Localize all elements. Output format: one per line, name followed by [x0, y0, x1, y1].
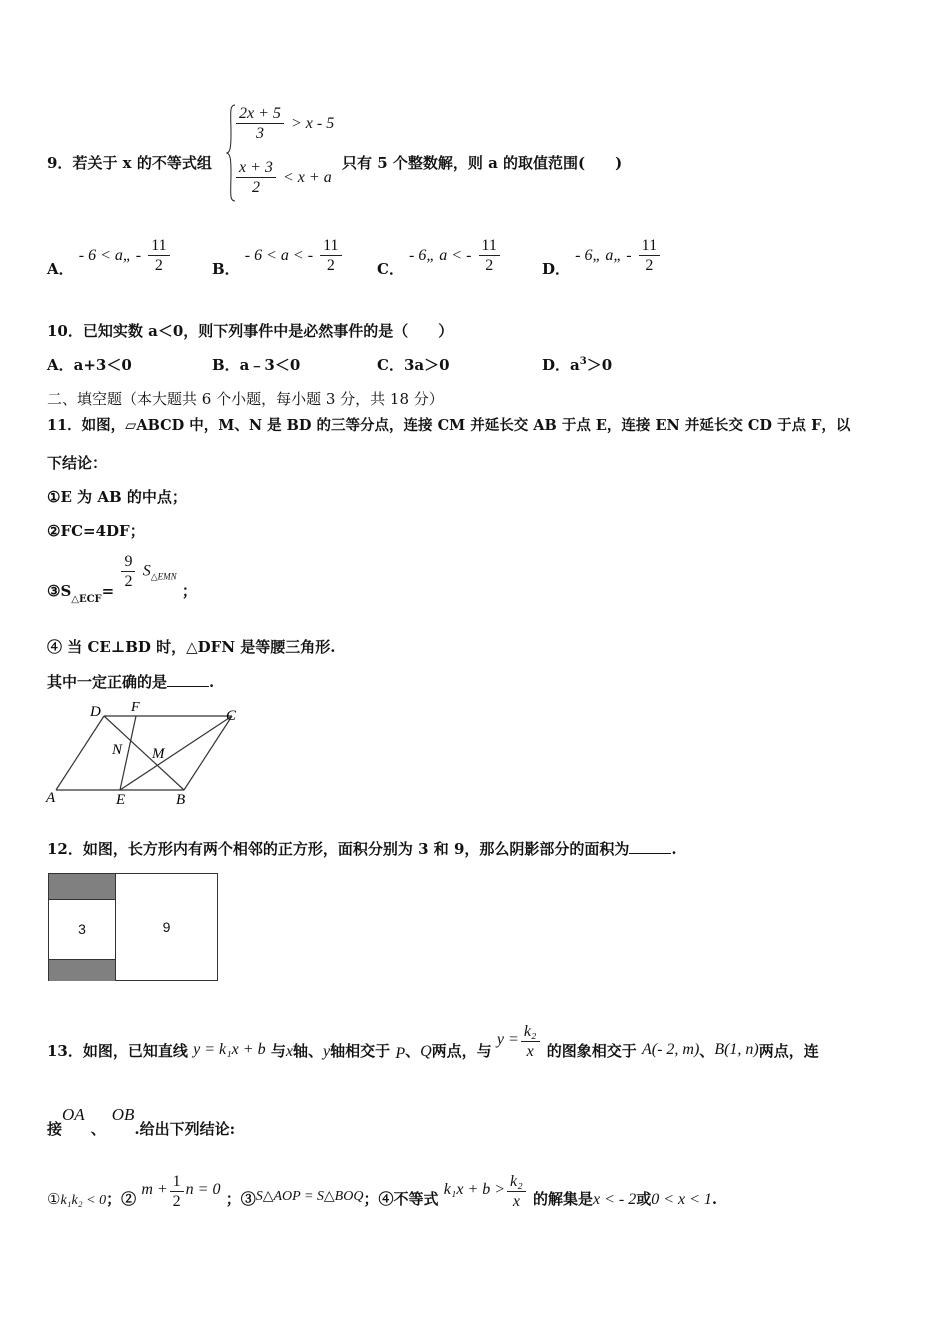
q9-option-c-label: C．	[377, 260, 404, 278]
q9-option-b-label: B．	[212, 260, 240, 278]
q9-ineq2-num: x + 3	[236, 158, 276, 178]
q13-t4: 两点，与	[431, 1041, 492, 1060]
q11-c3-end: ；	[181, 581, 197, 600]
q13-y: y	[322, 1042, 331, 1060]
label-m: M	[152, 746, 165, 762]
q11-c3-num: 9	[121, 552, 135, 572]
q11-ask-end: .	[209, 673, 215, 691]
q11-c3-sub: △ECF	[71, 593, 102, 605]
q11-c3-eq: =	[101, 581, 115, 600]
q13-t3: 轴相交于	[330, 1041, 391, 1060]
q11-parallelogram-figure	[44, 698, 244, 810]
segment-ef	[120, 716, 136, 790]
q13-num: 13．如图，已知直线	[47, 1041, 188, 1060]
q13-q: Q	[420, 1042, 432, 1060]
q13-c3-b: ；④不等式	[363, 1189, 439, 1208]
q9-ineq2-rhs: < x + a	[283, 169, 332, 186]
q9-option-a-label: A．	[47, 260, 74, 278]
q13-line1	[47, 1014, 819, 1062]
q13-c2-den: 2	[172, 1193, 181, 1210]
q13-c1-math: k₁k₂ < 0	[60, 1192, 107, 1208]
q13-point-a: A(- 2, m)	[641, 1040, 700, 1058]
q13-c4-or: 或	[636, 1189, 652, 1208]
q9-number: 9．	[47, 154, 73, 172]
q9-option-c[interactable]	[377, 236, 502, 278]
label-n: N	[112, 742, 123, 758]
q13-point-b: B(1, n)	[714, 1040, 759, 1058]
q13-hyp-den: x	[526, 1043, 534, 1060]
q13-c3-math: S△AOP = S△BOQ	[255, 1188, 364, 1204]
q10-stem: 10．已知实数 a＜0，则下列事件中是必然事件的是（ ）	[47, 322, 454, 340]
q13-line2-b: .给出下列结论:	[134, 1120, 236, 1138]
edge-cb	[184, 716, 232, 790]
q11-c3-den: 2	[124, 573, 133, 590]
q13-c4-sol2: 0 < x < 1	[651, 1190, 712, 1208]
q12-square-small: 3	[49, 900, 116, 958]
q13-c4-sol1: x < - 2	[592, 1190, 637, 1208]
q9-option-a[interactable]	[47, 236, 172, 278]
q13-ob: OB	[111, 1105, 135, 1124]
q10-option-d-rest: ＞0	[586, 356, 613, 374]
label-d: D	[90, 704, 101, 720]
label-a: A	[46, 790, 56, 806]
q13-t1: 与	[270, 1041, 286, 1060]
q9-option-b-left: - 6 < a < -	[244, 247, 314, 264]
q13-hyp-num: k₂	[521, 1022, 540, 1042]
q12-rectangle-figure	[48, 873, 218, 981]
section-heading: 二、填空题（本大题共 6 个小题，每小题 3 分，共 18 分）	[47, 390, 444, 408]
q13-line2-a: 接	[47, 1120, 63, 1138]
q12-end: .	[671, 840, 677, 858]
q13-t5: 的图象相交于	[546, 1041, 637, 1060]
label-c: C	[226, 708, 237, 724]
q13-sep2: 、	[699, 1041, 715, 1060]
q12-answer-blank[interactable]	[629, 839, 671, 854]
edge-ad	[56, 716, 104, 790]
q10-option-d-label: D．a	[542, 356, 580, 374]
q9-option-d-num: 11	[639, 236, 660, 256]
q13-oa: OA	[62, 1105, 85, 1124]
q10-option-a[interactable]: A．a+3＜0	[47, 356, 132, 374]
q12-stem	[47, 838, 677, 859]
q10-option-d[interactable]	[542, 354, 612, 375]
q11-c3-prefix: ③S	[47, 581, 72, 600]
q11-ask	[47, 671, 214, 692]
q13-line-eq: y = k₁x + b	[193, 1040, 266, 1058]
q11-c3-s-sub: △EMN	[150, 571, 177, 582]
q9-ineq1-rhs: > x - 5	[291, 115, 335, 132]
q13-hyp-lhs: y =	[496, 1030, 519, 1048]
segment-ce	[120, 716, 232, 790]
q10-option-c[interactable]: C．3a＞0	[377, 356, 450, 374]
q13-c1-a: ①	[47, 1189, 61, 1208]
q9-suffix: 只有 5 个整数解，则 a 的取值范围( )	[342, 154, 623, 172]
q9-ineq1-num: 2x + 5	[236, 104, 284, 124]
q9-option-c-num: 11	[479, 236, 500, 256]
q11-conclusion-3	[47, 552, 197, 605]
q9-option-c-left: - 6„ a < -	[409, 247, 472, 264]
q13-c2-rest: n = 0	[185, 1180, 221, 1198]
q13-line2	[47, 1104, 236, 1138]
q13-sep: 、	[405, 1041, 421, 1060]
q9-option-a-num: 11	[148, 236, 169, 256]
q11-conclusion-2: ②FC=4DF；	[47, 522, 145, 540]
q13-c2-num: 1	[170, 1172, 184, 1192]
q9-option-d-label: D．	[542, 260, 571, 278]
q13-sep3: 、	[90, 1120, 106, 1138]
label-e: E	[116, 792, 126, 808]
q13-c2-m: m +	[141, 1180, 168, 1198]
q13-c4-den: x	[512, 1193, 520, 1210]
label-f: F	[131, 700, 140, 715]
q9-option-a-den: 2	[154, 257, 163, 274]
q9-ineq1-den: 3	[255, 125, 264, 142]
q12-text: 12．如图，长方形内有两个相邻的正方形，面积分别为 3 和 9，那么阴影部分的面积为	[47, 840, 630, 858]
q9-option-a-left: - 6 < a„ -	[78, 247, 142, 264]
q13-c2-b: ；③	[225, 1189, 256, 1208]
q11-ask-text: 其中一定正确的是	[47, 673, 168, 691]
q9-option-b-num: 11	[320, 236, 341, 256]
q11-conclusion-4: ④ 当 CE⊥BD 时，△DFN 是等腰三角形.	[47, 638, 336, 656]
q11-line2: 下结论：	[47, 454, 108, 472]
label-b: B	[176, 792, 186, 808]
q12-shaded-top	[49, 874, 115, 900]
q12-shaded-bottom	[49, 959, 115, 981]
q13-c4-end: .	[711, 1189, 718, 1208]
q13-t6: 两点，连	[758, 1041, 819, 1060]
q12-square-big: 9	[162, 919, 171, 935]
q9-ineq2	[234, 158, 332, 197]
q9-option-d-left: - 6„ a„ -	[575, 247, 632, 264]
q9-option-b-den: 2	[326, 257, 335, 274]
q11-line1: 11．如图，▱ABCD 中，M、N 是 BD 的三等分点，连接 CM 并延长交 AB 于点 E，连接 EN 并延长交 CD 于点 F，以	[47, 417, 851, 434]
q13-c4-b: 的解集是	[532, 1189, 593, 1208]
q11-conclusion-1: ①E 为 AB 的中点；	[47, 488, 187, 506]
q13-t2: 轴、	[292, 1041, 323, 1060]
q13-c1-b: ；②	[106, 1189, 137, 1208]
q13-c4-num: k₂	[507, 1172, 526, 1192]
q13-c4-lhs: k₁x + b >	[443, 1180, 506, 1198]
q11-c3-s: S	[142, 562, 151, 580]
q9-stem	[47, 152, 212, 173]
q13-p: P	[395, 1044, 406, 1062]
q13-x: x	[285, 1042, 293, 1060]
q9-option-d-den: 2	[645, 257, 654, 274]
q10-option-b[interactable]: B．a﹣3＜0	[212, 356, 301, 374]
q9-prefix: 若关于 x 的不等式组	[72, 154, 212, 172]
q9-option-b[interactable]	[212, 236, 344, 278]
q9-option-c-den: 2	[485, 257, 494, 274]
q9-option-d[interactable]	[542, 236, 662, 278]
q10-option-d-sup: 3	[579, 356, 587, 367]
q11-answer-blank[interactable]	[167, 672, 209, 687]
q9-ineq2-den: 2	[251, 179, 260, 196]
q13-conclusions	[47, 1166, 718, 1210]
q9-ineq1	[234, 104, 334, 143]
